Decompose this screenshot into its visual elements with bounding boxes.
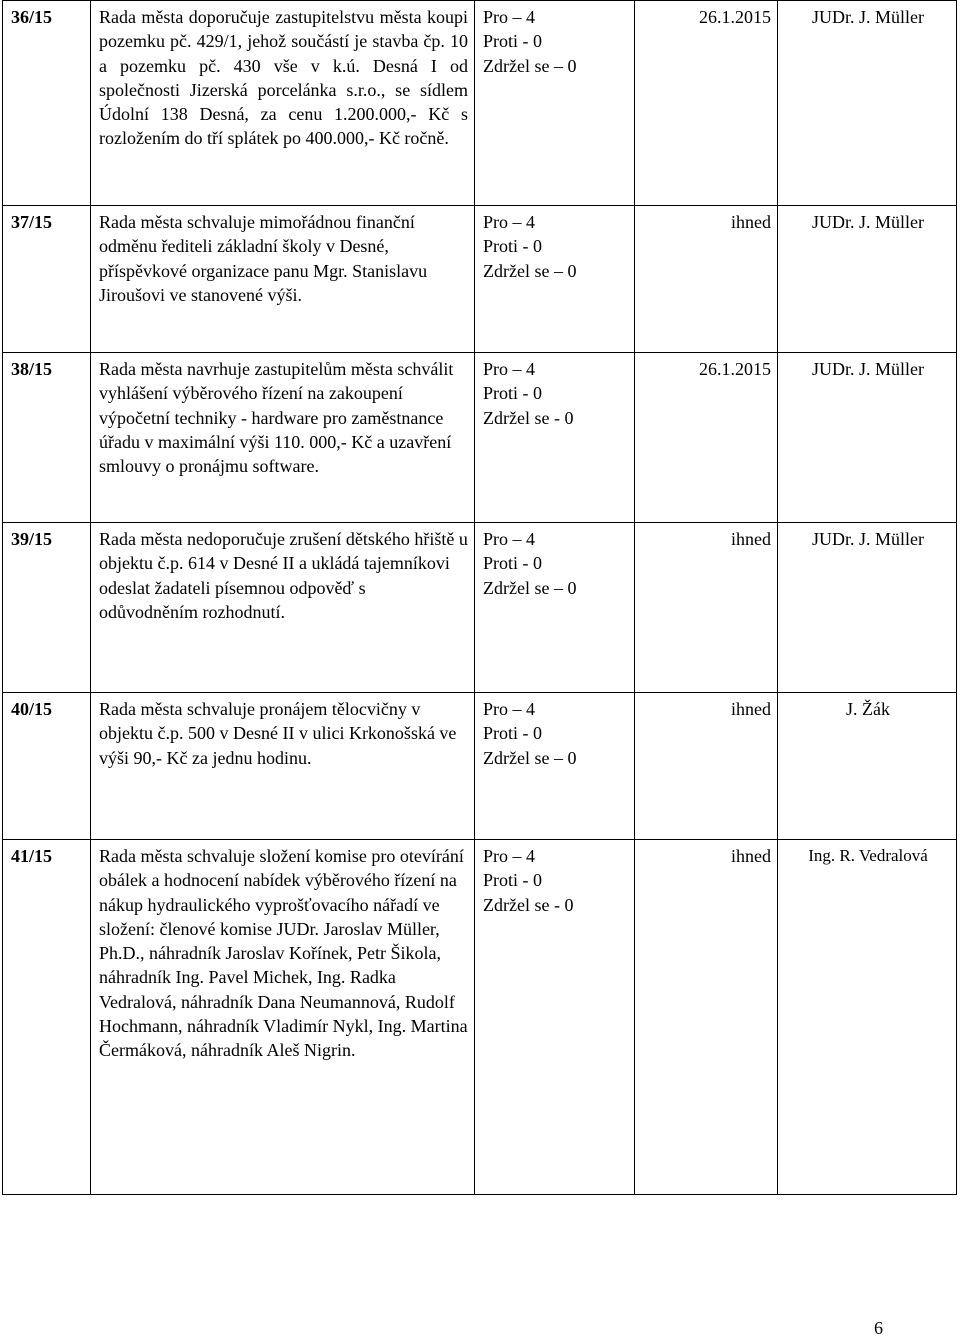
vote-proti: Proti - 0 [483,236,543,257]
responsible-person: JUDr. J. Müller [778,206,957,353]
table-row [3,523,957,693]
resolution-number: 38/15 [3,353,91,523]
deadline: 26.1.2015 [635,353,778,523]
vote-result [475,206,635,353]
deadline: ihned [635,693,778,840]
responsible-person: J. Žák [778,693,957,840]
resolution-number: 41/15 [3,840,91,1195]
table-row [3,206,957,353]
vote-zdrzel: Zdržel se – 0 [483,747,577,768]
resolution-number: 37/15 [3,206,91,353]
resolution-text: Rada města schvaluje složení komise pro otevírání obálek a hodnocení nabídek výběrového řízení na nákup hydraulického vyprošťovacího nářadí ve složení: členové komise JUDr. Jaroslav Müller, Ph.D., náhradník Jaroslav Kořínek, Petr Šikola, náhradník Ing. Pavel Michek, Ing. Radka Vedralová, náhradník Dana Neumannová, Rudolf Hochmann, náhradník Vladimír Nykl, Ing. Martina Čermáková, náhradník Aleš Nigrin. [91,840,475,1195]
vote-proti: Proti - 0 [483,383,543,404]
deadline: 26.1.2015 [635,1,778,206]
deadline: ihned [635,206,778,353]
vote-pro: Pro – 4 [483,699,536,719]
responsible-person: JUDr. J. Müller [778,1,957,206]
vote-zdrzel: Zdržel se - 0 [483,894,574,915]
vote-zdrzel: Zdržel se – 0 [483,260,577,281]
deadline: ihned [635,840,778,1195]
responsible-person: JUDr. J. Müller [778,353,957,523]
vote-result [475,693,635,840]
page-number: 6 [874,1318,883,1338]
resolution-text: Rada města navrhuje zastupitelům města schválit vyhlášení výběrového řízení na zakoupení výpočetní techniky - hardware pro zaměstnance úřadu v maximální výši 110. 000,- Kč a uzavření smlouvy o pronájmu software. [91,353,475,523]
responsible-person: JUDr. J. Müller [778,523,957,693]
table-row [3,1,957,206]
vote-result [475,353,635,523]
resolutions-table [2,0,957,1195]
vote-proti: Proti - 0 [483,723,543,744]
vote-proti: Proti - 0 [483,870,543,891]
resolution-text: Rada města nedoporučuje zrušení dětského hřiště u objektu č.p. 614 v Desné II a ukládá tajemníkovi odeslat žadateli písemnou odpověď s odůvodněním rozhodnutí. [91,523,475,693]
responsible-person: Ing. R. Vedralová [778,840,957,1195]
vote-result [475,1,635,206]
vote-proti: Proti - 0 [483,553,543,574]
resolution-text: Rada města schvaluje mimořádnou finanční odměnu řediteli základní školy v Desné, příspěvkové organizace panu Mgr. Stanislavu Jiroušovi ve stanovené výši. [91,206,475,353]
deadline: ihned [635,523,778,693]
vote-pro: Pro – 4 [483,212,536,232]
vote-zdrzel: Zdržel se - 0 [483,407,574,428]
resolution-text: Rada města schvaluje pronájem tělocvičny v objektu č.p. 500 v Desné II v ulici Krkonošská ve výši 90,- Kč za jednu hodinu. [91,693,475,840]
vote-result [475,523,635,693]
vote-result [475,840,635,1195]
vote-pro: Pro – 4 [483,7,536,27]
table-row [3,693,957,840]
table-row [3,353,957,523]
vote-proti: Proti - 0 [483,31,543,52]
resolution-text: Rada města doporučuje zastupitelstvu města koupi pozemku pč. 429/1, jehož součástí je stavba čp. 10 a pozemku pč. 430 vše v k.ú. Desná I od společnosti Jizerská porcelánka s.r.o., se sídlem Údolní 138 Desná, za cenu 1.200.000,- Kč s rozložením do tří splátek po 400.000,- Kč ročně. [91,1,475,206]
resolution-number: 40/15 [3,693,91,840]
resolution-number: 39/15 [3,523,91,693]
vote-zdrzel: Zdržel se – 0 [483,577,577,598]
table-row [3,840,957,1195]
vote-pro: Pro – 4 [483,529,536,549]
vote-pro: Pro – 4 [483,846,536,866]
vote-pro: Pro – 4 [483,359,536,379]
resolution-number: 36/15 [3,1,91,206]
vote-zdrzel: Zdržel se – 0 [483,55,577,76]
